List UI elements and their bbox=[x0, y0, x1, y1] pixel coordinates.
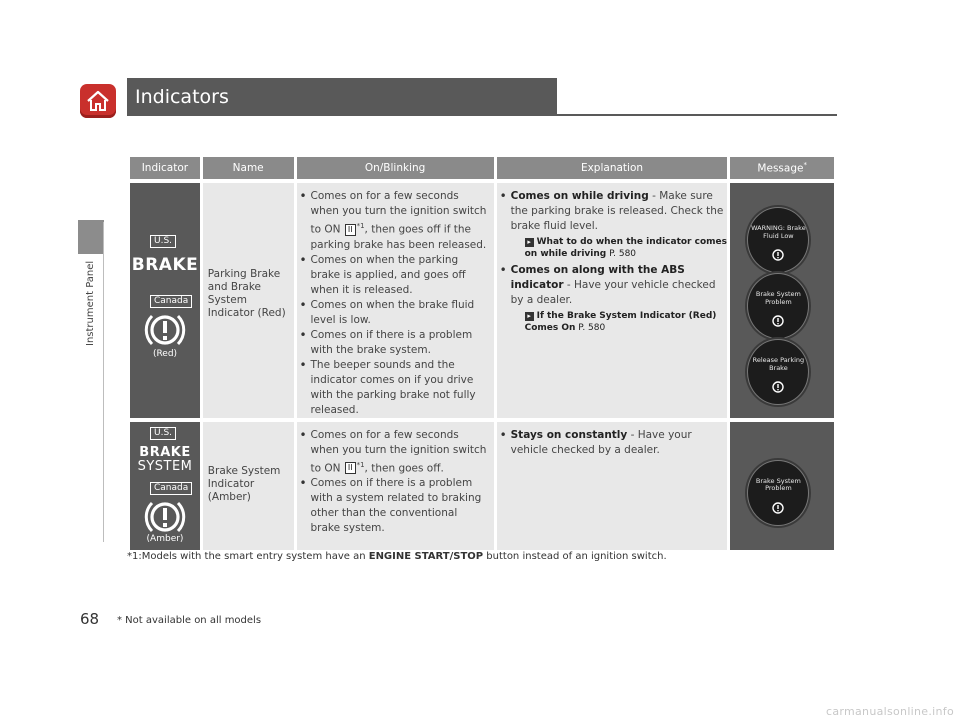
indicator-name: Parking Brake and Brake System Indicator (Red) bbox=[207, 268, 286, 319]
on-blinking-list bbox=[297, 189, 494, 418]
list-item: • Comes on for a few seconds when you turn the ignition switch to ON II $^{*1}$, then goes off if the parking brake has been released. bbox=[297, 189, 490, 253]
header-on-blinking: On/Blinking bbox=[297, 157, 494, 179]
list-item: • Comes on along with the ABS indicator - Have your vehicle checked by a dealer. bbox=[497, 263, 724, 308]
cross-reference-link[interactable]: ▸ What to do when the indicator comes on while driving P. 580 bbox=[524, 237, 727, 259]
reference-arrow-icon: ▸ bbox=[525, 238, 534, 247]
message-cell bbox=[730, 183, 834, 418]
system-label: SYSTEM bbox=[137, 458, 193, 474]
page-title-bar bbox=[127, 78, 557, 114]
message-display: Brake System Problem bbox=[747, 273, 809, 339]
indicator-cell bbox=[130, 422, 200, 550]
indicator-color: (Amber) bbox=[146, 533, 184, 544]
brake-label: BRAKE bbox=[131, 255, 199, 275]
list-item: • Comes on if there is a problem with a system related to braking other than the conventional brake system. bbox=[297, 476, 490, 536]
list-item: • Comes on when the parking brake is applied, and goes off when it is released. bbox=[297, 253, 490, 298]
page-title: Indicators bbox=[135, 86, 229, 108]
footnote: *1:Models with the smart entry system have an ENGINE START/STOP button instead of an ignition switch. bbox=[127, 551, 667, 562]
region-tag-us: U.S. bbox=[150, 235, 176, 248]
on-blinking-list bbox=[297, 428, 494, 537]
region-tag-canada: Canada bbox=[150, 482, 192, 495]
section-label: Instrument Panel bbox=[85, 260, 96, 346]
explanation-list bbox=[497, 189, 728, 234]
indicator-cell bbox=[130, 183, 200, 418]
message-display: Brake System Problem bbox=[747, 460, 809, 526]
list-item: • Comes on while driving - Make sure the parking brake is released. Check the brake fluid level. bbox=[497, 189, 724, 234]
page-number: 68 bbox=[80, 610, 100, 628]
cross-reference-link[interactable]: ▸ If the Brake System Indicator (Red) Comes On P. 580 bbox=[524, 311, 717, 333]
brake-warning-icon bbox=[144, 496, 186, 538]
list-item: • Comes on when the brake fluid level is low. bbox=[297, 298, 490, 328]
availability-note: * Not available on all models bbox=[117, 615, 262, 626]
message-display: WARNING: Brake Fluid Low bbox=[747, 207, 809, 273]
table-row bbox=[130, 183, 834, 418]
header-message: Message* bbox=[730, 157, 834, 179]
list-item: • Comes on for a few seconds when you turn the ignition switch to ON II $^{*1}$, then goes off. bbox=[297, 428, 490, 477]
home-icon bbox=[86, 90, 110, 112]
ignition-key-icon: II bbox=[345, 224, 356, 236]
table-header bbox=[130, 157, 834, 179]
region-tag-canada: Canada bbox=[150, 295, 192, 308]
brake-warning-icon bbox=[771, 380, 785, 394]
header-explanation: Explanation bbox=[497, 157, 728, 179]
message-display: Release Parking Brake bbox=[747, 339, 809, 405]
indicator-name: Brake System Indicator (Amber) bbox=[207, 464, 281, 503]
title-underline bbox=[127, 114, 837, 116]
list-item: • Comes on if there is a problem with the brake system. bbox=[297, 328, 490, 358]
header-name: Name bbox=[203, 157, 294, 179]
indicator-table bbox=[127, 157, 837, 550]
watermark: carmanualsonline.info bbox=[825, 705, 954, 718]
header-indicator: Indicator bbox=[130, 157, 200, 179]
brake-warning-icon bbox=[771, 501, 785, 515]
brake-warning-icon bbox=[771, 314, 785, 328]
section-divider bbox=[103, 222, 104, 542]
explanation-list bbox=[497, 428, 728, 458]
section-tab[interactable] bbox=[78, 220, 104, 254]
home-button[interactable] bbox=[80, 84, 116, 118]
brake-warning-icon bbox=[771, 248, 785, 262]
ignition-key-icon: II bbox=[345, 462, 356, 474]
brake-warning-icon bbox=[144, 309, 186, 351]
list-item: • Stays on constantly - Have your vehicle checked by a dealer. bbox=[497, 428, 724, 458]
reference-arrow-icon: ▸ bbox=[525, 312, 534, 321]
indicator-color: (Red) bbox=[152, 349, 178, 359]
list-item: • The beeper sounds and the indicator comes on if you drive with the parking brake not fully released. bbox=[297, 358, 490, 418]
message-cell bbox=[730, 422, 834, 550]
brake-label: BRAKE bbox=[139, 444, 191, 460]
region-tag-us: U.S. bbox=[150, 427, 176, 440]
table-row bbox=[130, 422, 834, 550]
